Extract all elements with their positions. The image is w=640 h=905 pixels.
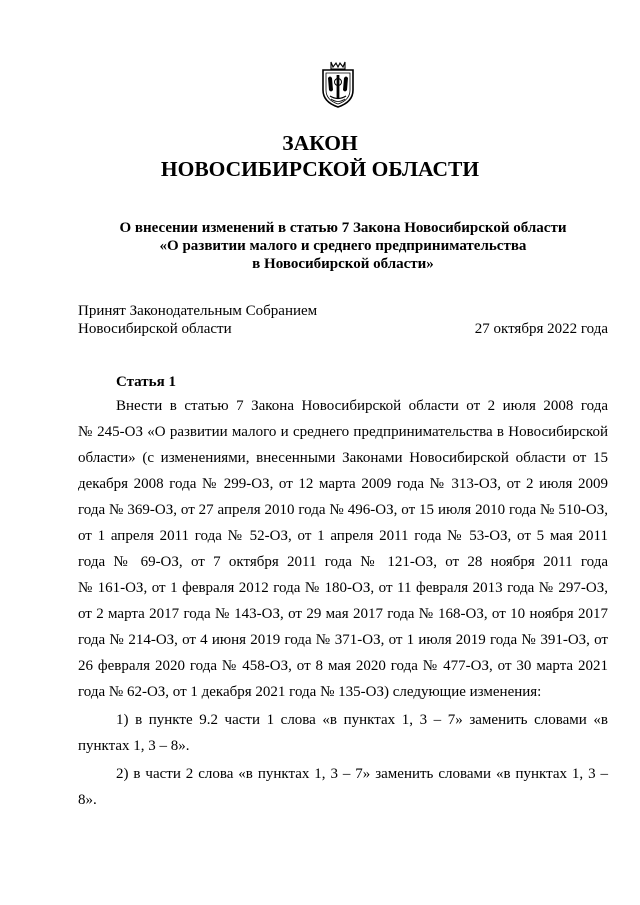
amendment-item-1-line-1: 1) в пункте 9.2 части 1 слова «в пунктах 1, 3 – 7» заменить словами «в — [116, 712, 608, 728]
amendment-item-2-line-2: 8». — [78, 792, 97, 808]
article-text-line: 26 февраля 2020 года № 458-ОЗ, от 8 мая 2020 года № 477-ОЗ, от 30 марта 2021 — [78, 658, 608, 674]
amendment-item-1-line-2: пунктах 1, 3 – 8». — [78, 738, 190, 754]
document-title-region: НОВОСИБИРСКОЙ ОБЛАСТИ — [160, 157, 480, 181]
article-text-line: года № 69-ОЗ, от 7 октября 2011 года № 121-ОЗ, от 28 ноября 2011 года — [78, 554, 608, 570]
article-text-line: № 245-ОЗ «О развитии малого и среднего предпринимательства в Новосибирской — [78, 424, 608, 440]
article-text-line: № 161-ОЗ, от 1 февраля 2012 года № 180-ОЗ, от 11 февраля 2013 года № 297-ОЗ, — [78, 580, 608, 596]
article-text-line: от 2 марта 2017 года № 143-ОЗ, от 29 мая 2017 года № 168-ОЗ, от 10 ноября 2017 — [78, 606, 608, 622]
amendment-item-2-line-1: 2) в части 2 слова «в пунктах 1, 3 – 7» заменить словами «в пунктах 1, 3 – — [116, 766, 608, 782]
article-text-line: области» (с изменениями, внесенными Законами Новосибирской области от 15 — [78, 450, 608, 466]
article-text-line: года № 369-ОЗ, от 27 апреля 2010 года № 496-ОЗ, от 15 июля 2010 года № 510-ОЗ, — [78, 502, 608, 518]
adopted-by-line-2: Новосибирской области — [78, 321, 232, 337]
adoption-date: 27 октября 2022 года — [474, 321, 608, 337]
law-subject-line-3: в Новосибирской области» — [252, 256, 434, 272]
article-text-line: года № 214-ОЗ, от 4 июня 2019 года № 371-ОЗ, от 1 июля 2019 года № 391-ОЗ, от — [78, 632, 608, 648]
adopted-by-line-1: Принят Законодательным Собранием — [78, 303, 318, 319]
article-heading: Статья 1 — [116, 374, 176, 390]
law-subject-line-1: О внесении изменений в статью 7 Закона Новосибирской области — [119, 220, 567, 236]
document-title-law: ЗАКОН — [282, 131, 358, 155]
article-text-line: от 1 апреля 2011 года № 52-ОЗ, от 1 апреля 2011 года № 53-ОЗ, от 5 мая 2011 — [78, 528, 608, 544]
article-text-line: декабря 2008 года № 299-ОЗ, от 12 марта 2009 года № 313-ОЗ, от 2 июля 2009 — [78, 476, 608, 492]
novosibirsk-coat-of-arms-icon — [318, 60, 358, 108]
article-text-line: года № 62-ОЗ, от 1 декабря 2021 года № 135-ОЗ) следующие изменения: — [78, 684, 542, 700]
article-text-line: Внести в статью 7 Закона Новосибирской области от 2 июля 2008 года — [116, 398, 608, 414]
law-subject-line-2: «О развитии малого и среднего предпринимательства — [159, 238, 527, 254]
